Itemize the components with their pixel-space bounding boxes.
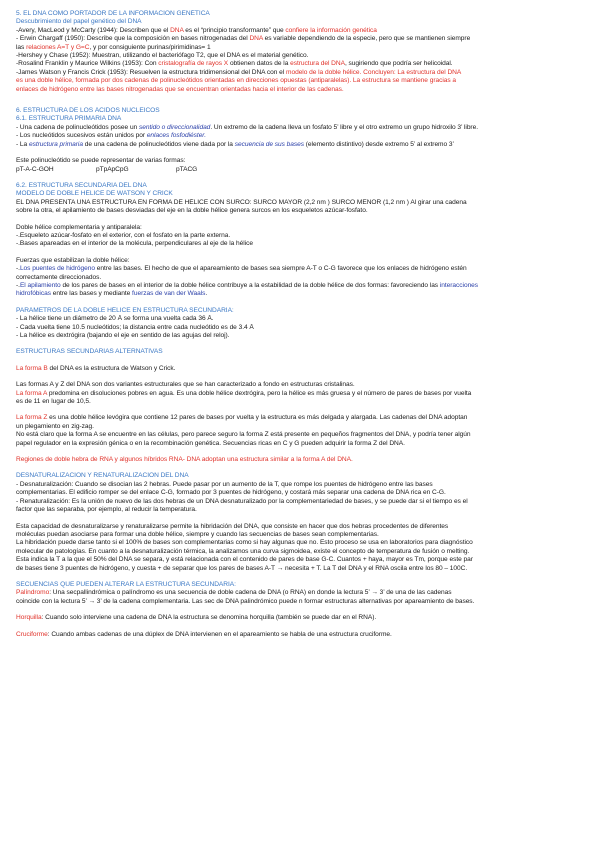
chargaff-line-1: - Erwin Chargaff (1950): Describe que la composición en bases nitrogenadas del DNA es variable dependiendo de la especie, pero que se mantienen siempre: [16, 35, 471, 43]
document-page: [16, 10, 586, 639]
alternative-structures-title: ESTRUCTURAS SECUNDARIAS ALTERNATIVAS: [16, 348, 163, 356]
section-6-1-title: 6.1. ESTRUCTURA PRIMARIA DNA: [16, 115, 122, 123]
form-z-line-4: papel regulador en la expresión génica o en la recombinación genética. Secuencias ricas en C y G pueden adquirir la forma Z del DNA.: [16, 439, 405, 447]
chargaff-line-2: las relaciones A=T y G=C, y por consiguiente purinas/pirimidinas= 1: [16, 43, 211, 51]
forces-line-4: hidrofóbicas entre las bases y mediante fuerzas de van der Waals.: [16, 290, 208, 298]
chain-notations: [16, 166, 586, 174]
model-line-1: EL DNA PRESENTA UNA ESTRUCTURA EN FORMA DE HÉLICE CON SURCO: SURCO MAYOR (2,2 nm ) SURCO MENOR (1,2 nm ) Al girar una cadena: [16, 198, 467, 206]
hybridization-line: molecular de patologías. En cuanto a la desnaturalización térmica, la analizamos una curva sigmoidea, existe el concepto de temperatura de fusión o melting.: [16, 547, 470, 555]
section-6-2-title: 6.2. ESTRUCTURA SECUNDARIA DEL DNA: [16, 181, 147, 189]
hybridization-line: Esta indica la T a la que el 50% del DNA se separa, y está relacionada con el contenido de pares de base G-C. Cuantos + haya, mayor es Tm, porque este par: [16, 556, 473, 564]
form-a-line-2: es de 11 en lugar de 10,5.: [16, 398, 91, 406]
hybridization-line: moléculas puedan asociarse para formar una doble hélice, siempre y cuando las secuencias de bases sean complementarias.: [16, 530, 379, 538]
forces-line-3: -.El apilamiento de los pares de bases en el interior de la doble hélice contribuye a la estabilidad de la doble hélice de dos formas: favoreciendo las interacciones: [16, 281, 479, 289]
primary-line-2: - Los nucleótidos sucesivos están unidos por enlaces fosfodiéster.: [16, 132, 206, 140]
denaturation-line: complementarias. El edificio romper se del enlace C-G, formado por 3 puentes de hidrógeno, y costará más separar una cadena de DNA rica en C-G.: [16, 489, 446, 497]
watson-crick-line-1: -James Watson y Francis Crick (1953): Resuelven la estructura tridimensional del DNA con el modelo de la doble hélice. Concluyen: La estructura del DNA: [16, 68, 462, 76]
form-z-line-2: un plegamiento en zig-zag.: [16, 422, 94, 430]
rna-note: Regiones de doble hebra de RNA y algunos híbridos RNA- DNA adoptan una estructura similar a la forma A del DNA.: [16, 456, 353, 464]
hershey-line: -Hershey y Chase (1952): Muestran, utilizando el bacteriófago T2, que el DNA es el material genético.: [16, 52, 309, 60]
denaturation-title: DESNATURALIZACIÓN Y RENATURALIZACIÓN DEL DNA: [16, 472, 189, 480]
double-helix-item: -.Bases apareadas en el interior de la molécula, perpendiculares al eje de la hélice: [16, 240, 253, 248]
watson-crick-line-3: enlaces de hidrógeno entre las bases nitrogenadas que se encuentran orientadas hacia el interior de las cadenas.: [16, 85, 344, 93]
renaturation-line: factor que las separaba, por ejemplo, al reducir la temperatura.: [16, 506, 197, 514]
forces-line-1: -.Los puentes de hidrógeno entre las bases. El hecho de que el apareamiento de bases sea siempre A-T o C-G favorece que los enlaces de hidrógeno estén: [16, 265, 467, 273]
representation-intro: Este polinucleótido se puede representar de varias formas:: [16, 157, 186, 165]
primary-line-1: - Una cadena de polinucleótidos posee un sentido o direccionalidad. Un extremo de la cadena lleva un fosfato 5’ libre y el otro extremo un grupo hidroxilo 3’ libre.: [16, 123, 478, 131]
avery-line: -Avery, MacLeod y McCarty (1944): Describen que el DNA es el “principio transformante” que confiere la información genética: [16, 26, 377, 34]
hybridization-line: La hibridación puede darse tanto si el 100% de bases son complementarias como si hay algunas que no. Esto proceso se usa en laboratorios para diagnóstico: [16, 539, 473, 547]
cruciform-line: Cruciforme: Cuando ambas cadenas de una dúplex de DNA intervienen en el apareamiento se habla de una estructura cruciforme.: [16, 630, 392, 638]
hybridization-line: de bases tiene 3 puentes de hidrógeno, y cuesta + de separar que los pares de bases A-T → necesita + T. La T del DNA y el RNA oscila entre los 80 – 100C.: [16, 564, 468, 572]
double-helix-item: -.Esqueleto azúcar-fosfato en el exterior, con el fosfato en la parte externa.: [16, 231, 231, 239]
form-z-line-3: No está claro que la forma A se encuentre en las células, pero parece seguro la forma Z está presente en pequeños fragmentos del DNA, y podría tener algún: [16, 431, 471, 439]
chain-notation: pTpApCpG: [96, 165, 129, 173]
forces-heading: Fuerzas que estabilizan la doble hélice:: [16, 256, 130, 264]
model-title: MODELO DE DOBLE HÉLICE DE WATSON Y CRICK: [16, 190, 173, 198]
denaturation-line: - Desnaturalización: Cuando se disocian las 2 hebras. Puede pasar por un aumento de la T, que rompe los puentes de hidrógeno entre las bases: [16, 480, 433, 488]
parameter-item: - La hélice es dextrógira (bajando el eje en sentido de las agujas del reloj).: [16, 332, 230, 339]
model-line-2: sobre la otra, el apilamiento de bases desviadas del eje en la doble hélice genera surcos en los esqueletos azúcar-fosfato.: [16, 207, 368, 215]
forces-line-2: correctamente direccionados.: [16, 273, 102, 281]
form-a-line-1: La forma A predomina en disoluciones pobres en agua. Es una doble hélice dextrógira, pero la hélice es más gruesa y el número de pares de bases por vuelta: [16, 389, 472, 397]
primary-line-3: - La estructura primaria de una cadena de polinucleótidos viene dada por la secuencia de sus bases (elemento distintivo) desde extremo 5’ al extremo 3’: [16, 140, 454, 148]
form-b-line: La forma B del DNA es la estructura de Watson y Crick.: [16, 364, 176, 372]
chain-notation: pTACG: [176, 165, 198, 173]
parameters-title: PARÁMETROS DE LA DOBLE HÉLICE EN ESTRUCTURA SECUNDARIA:: [16, 306, 234, 314]
double-helix-heading: Doble hélice complementaria y antiparalela:: [16, 223, 142, 231]
chain-notation: pT-A-C-GOH: [16, 165, 54, 173]
franklin-line: -Rosalind Franklin y Maurice Wilkins (1953): Con cristalografía de rayos X obtienen datos de la estructura del DNA, sugiriendo que podría ser helicoidal.: [16, 60, 453, 68]
renaturation-line: - Renaturalización: Es la unión de nuevo de las dos hebras de un DNA desnaturalizado por la complementariedad de bases, y se puede dar si el tiempo es el: [16, 497, 468, 505]
parameter-item: - La hélice tiene un diámetro de 20 Å se forma una vuelta cada 36 Å.: [16, 315, 214, 323]
section-5-subtitle: Descubrimiento del papel genético del DNA: [16, 18, 142, 26]
sequences-title: SECUENCIAS QUE PUEDEN ALTERAR LA ESTRUCTURA SECUNDARIA:: [16, 580, 236, 588]
forms-a-z-line: Las formas A y Z del DNA son dos variantes estructurales que se han caracterizado a fondo en estructuras cristalinas.: [16, 381, 355, 389]
watson-crick-line-2: es una doble hélice, formada por dos cadenas de polinucleótidos orientadas en direcciones opuestas (antiparalelas). La estructura se mantiene gracias a: [16, 77, 457, 85]
hybridization-line: Esta capacidad de desnaturalizarse y renaturalizarse permite la hibridación del DNA, que consiste en hacer que dos hebras procedentes de diferentes: [16, 522, 449, 530]
palindrome-line-1: Palíndromo: Una secpallindrómica o palíndromo es una secuencia de doble cadena de DNA (o RNA) en donde la lectura 5’ → 3’ de una de las cadenas: [16, 589, 452, 597]
parameter-item: - Cada vuelta tiene 10.5 nucleótidos; la distancia entre cada nucleótido es de 3.4 Å: [16, 323, 254, 331]
form-z-line-1: La forma Z es una doble hélice levógira que contiene 12 pares de bases por vuelta y la estructura es más delgada y alargada. Las cadenas del DNA adoptan: [16, 414, 468, 422]
hairpin-line: Horquilla: Cuando solo interviene una cadena de DNA la estructura se denomina horquilla (también se puede dar en el RNA).: [16, 614, 377, 622]
section-6-title: 6. ESTRUCTURA DE LOS ÁCIDOS NUCLEICOS: [16, 107, 160, 115]
palindrome-line-2: coincide con la lectura 5’ → 3’ de la cadena complementaria. Las sec de DNA palindrómico puede n formar estructuras alternativas por apareamiento de bases.: [16, 597, 475, 605]
section-5-title: 5. EL DNA COMO PORTADOR DE LA INFORMACIÓN GENÉTICA: [16, 10, 210, 17]
